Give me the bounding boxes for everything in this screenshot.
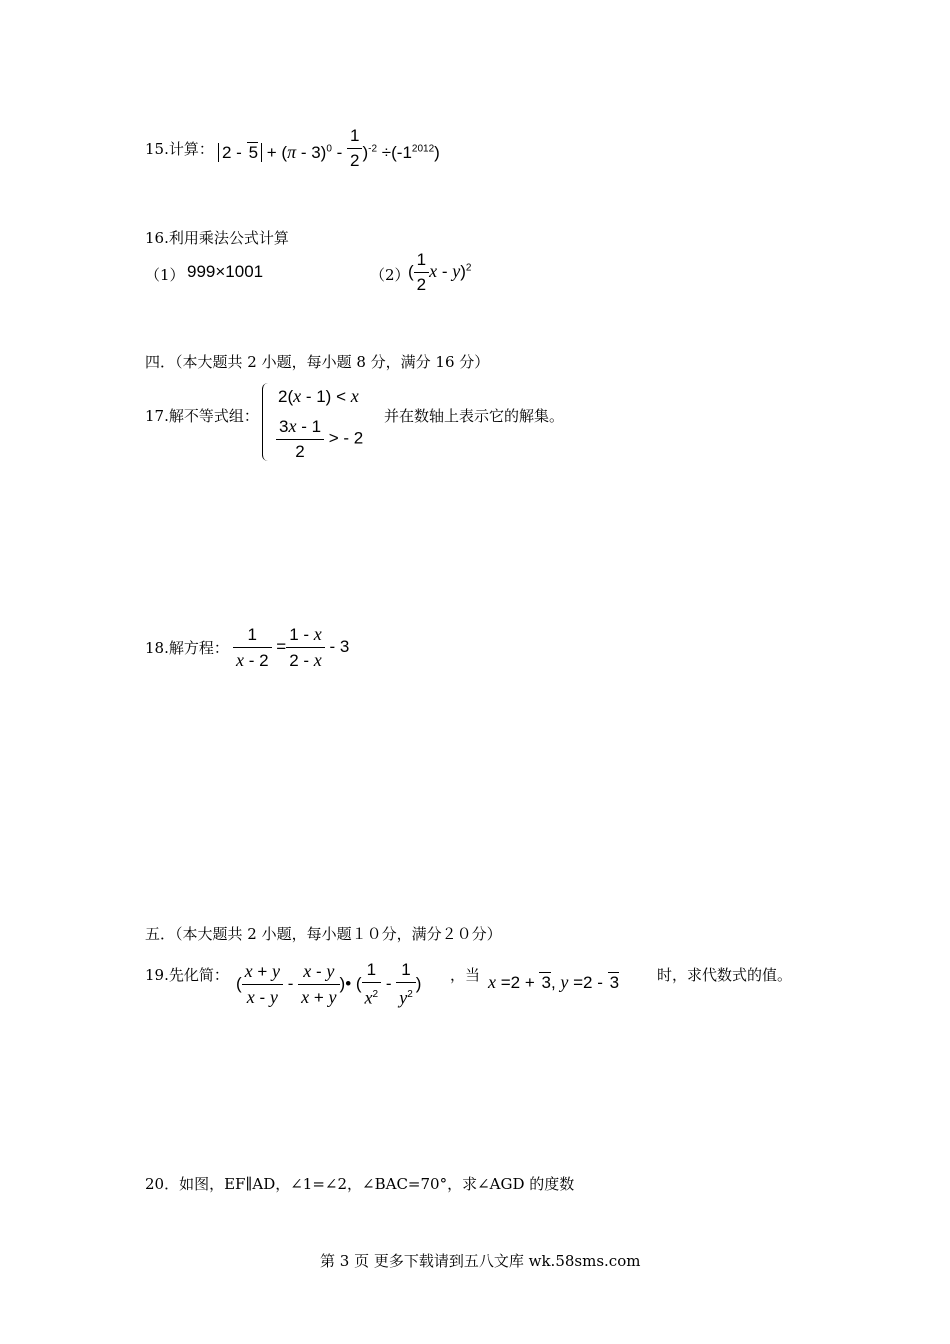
q17-inequality-2: $\frac{3x - 1}{2}$ > - 2	[276, 414, 363, 464]
q19-suffix: 时，求代数式的值。	[657, 966, 793, 984]
q19-label: 19.先化简：	[145, 966, 229, 984]
q17-inequality-1: 2(x - 1) < x	[278, 386, 359, 406]
q17-label: 17.解不等式组：	[145, 407, 259, 425]
q15-label: 15.计算：	[145, 140, 214, 158]
q16-label: 16.利用乘法公式计算	[145, 229, 289, 247]
q16-part1-label: （1）	[145, 266, 185, 284]
q19-expression: ( $\frac{x + y}{x - y}$ - $\frac{x - y}{x + y}$ )• ( $\frac{1}{x^2}$ - $\frac{1}{y^2}$ )	[236, 960, 422, 1008]
q15-expression: 2 - 5 + (π - 3)$^0$ - $\frac{1}{2}$ )$^{-2} \div(-1^{2012})$	[218, 134, 440, 173]
section-4-heading: 四．（本大题共 2 小题，每小题 8 分，满分 16 分）	[145, 353, 490, 371]
q16-part2-expression: ( $\frac{1}{2}$ x - y)$^2$	[408, 250, 472, 294]
q18-equation: $\frac{1}{x - 2}$ = $\frac{1 - x}{2 - x}$ - 3	[233, 622, 349, 673]
section-5-heading: 五．（本大题共 2 小题，每小题１０分，满分２０分）	[145, 925, 502, 943]
q17-system-brace	[262, 383, 277, 461]
q16-part1-expression: 999×1001	[187, 262, 264, 281]
q20-text: 20．如图，EF∥AD，∠1=∠2，∠BAC=70°，求∠AGD 的度数	[145, 1175, 575, 1193]
page-footer: 第 3 页 更多下载请到五八文库 wk.58sms.com	[320, 1252, 641, 1270]
q19-condition: x =2 + 3, y =2 - 3	[488, 972, 620, 992]
q17-suffix: 并在数轴上表示它的解集。	[384, 407, 565, 425]
q19-dang: ，当	[450, 966, 481, 984]
q16-part2-label: （2）	[370, 266, 410, 284]
q18-label: 18.解方程：	[145, 639, 229, 657]
